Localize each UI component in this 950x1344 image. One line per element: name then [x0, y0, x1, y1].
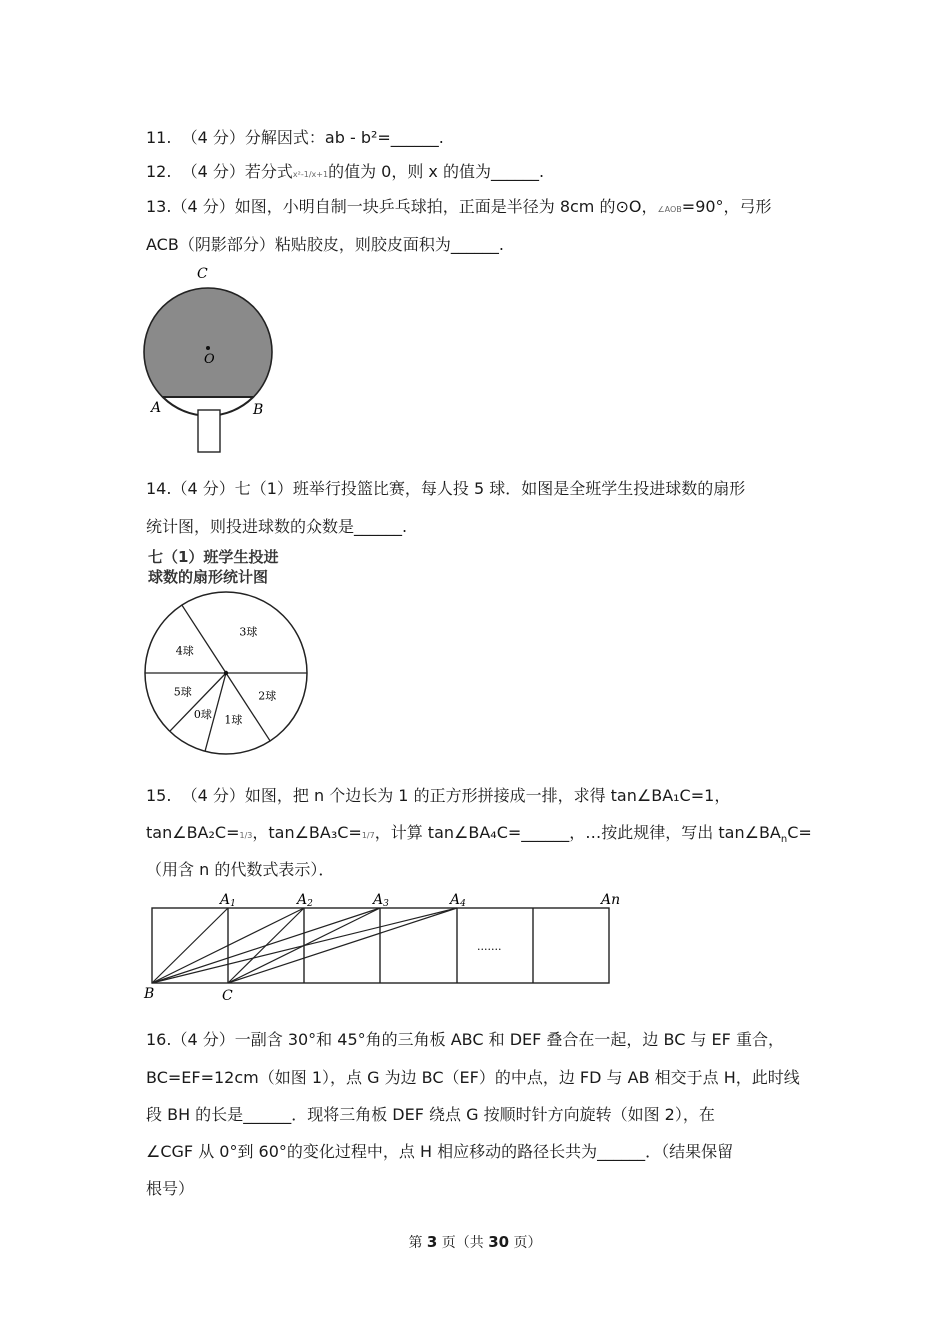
question-13-line1: 13.（4 分）如图，小明自制一块乒乓球拍，正面是半径为 8cm 的⊙O，∠AOB=90°，弓形	[146, 197, 772, 216]
answer-blank[interactable]: ______	[243, 1105, 292, 1124]
question-16-line4: ∠CGF 从 0°到 60°的变化过程中，点 H 相应移动的路径长共为______．（结果保留	[146, 1142, 734, 1161]
line-c-a4	[228, 908, 457, 983]
squares-figure	[140, 888, 640, 1008]
line-c-a2	[228, 908, 304, 983]
question-13-line2: ACB（阴影部分）粘贴胶皮，则胶皮面积为______.	[146, 235, 504, 254]
question-11: 11. （4 分）分解因式：ab - b²=______.	[146, 128, 444, 147]
answer-blank[interactable]: ______	[521, 823, 570, 842]
question-16-line5: 根号）	[146, 1179, 195, 1198]
pie-slice-label: 1球	[224, 713, 243, 727]
question-16-line3: 段 BH 的长是______．现将三角板 DEF 绕点 G 按顺时针方向旋转（如图 2），在	[146, 1105, 715, 1124]
answer-blank[interactable]: ______	[450, 235, 499, 254]
answer-blank[interactable]: ______	[390, 128, 439, 147]
label-b: B	[253, 402, 264, 418]
paddle-figure	[135, 262, 285, 458]
question-16-line1: 16.（4 分）一副含 30°和 45°角的三角板 ABC 和 DEF 叠合在一起，边 BC 与 EF 重合，	[146, 1030, 784, 1049]
label-an: An	[601, 892, 621, 908]
question-15-line1: 15. （4 分）如图，把 n 个边长为 1 的正方形拼接成一排，求得 tan∠BA₁C=1，	[146, 786, 731, 805]
label-a3: A3	[373, 892, 389, 909]
label-c: C	[197, 266, 208, 282]
pie-slice-label: 3球	[239, 625, 258, 639]
pie-slice-label: 4球	[175, 644, 194, 658]
page-footer: 第 3 页（共 30 页）	[408, 1233, 542, 1251]
pie-chart	[140, 586, 315, 761]
label-a4: A4	[450, 892, 466, 909]
label-a2: A2	[297, 892, 313, 909]
fraction-image: x²-1/x+1	[292, 170, 329, 179]
label-o: O	[204, 352, 215, 367]
answer-blank[interactable]: ______	[490, 162, 539, 181]
pie-slice-label: 5球	[173, 685, 192, 699]
page-number: 3	[426, 1233, 438, 1251]
question-16-line2: BC=EF=12cm（如图 1），点 G 为边 BC（EF）的中点，边 FD 与 AB 相交于点 H，此时线	[146, 1068, 800, 1087]
label-a1: A1	[220, 892, 236, 909]
center-point	[206, 346, 210, 350]
pie-center	[224, 671, 228, 675]
line-b-a1	[152, 908, 228, 983]
question-12: 12. （4 分）若分式x²-1/x+1的值为 0，则 x 的值为______.	[146, 162, 545, 181]
question-15-line2: tan∠BA₂C=1/3，tan∠BA₃C=1/7，计算 tan∠BA₄C=______，…按此规律，写出 $\tan\angle BA_nC=$	[146, 823, 812, 846]
angle-image: ∠AOB	[657, 205, 682, 214]
total-pages: 30	[488, 1233, 510, 1251]
pie-slice-label: 2球	[258, 689, 277, 703]
question-14-line1: 14.（4 分）七（1）班举行投篮比赛，每人投 5 球．如图是全班学生投进球数的扇形	[146, 479, 746, 498]
pie-slice-label: 0球	[193, 707, 212, 721]
question-15-line3: （用含 n 的代数式表示）．	[146, 860, 335, 879]
ellipsis: .......	[477, 940, 502, 953]
answer-blank[interactable]: ______	[354, 517, 403, 536]
label-b: B	[144, 986, 155, 1002]
pie-chart-title: 七（1）班学生投进 球数的扇形统计图	[148, 548, 279, 586]
answer-blank[interactable]: ______	[597, 1142, 646, 1161]
label-c: C	[222, 988, 233, 1004]
label-a: A	[151, 400, 162, 416]
paddle-handle	[198, 410, 220, 452]
question-14-line2: 统计图，则投进球数的众数是______.	[146, 517, 408, 536]
